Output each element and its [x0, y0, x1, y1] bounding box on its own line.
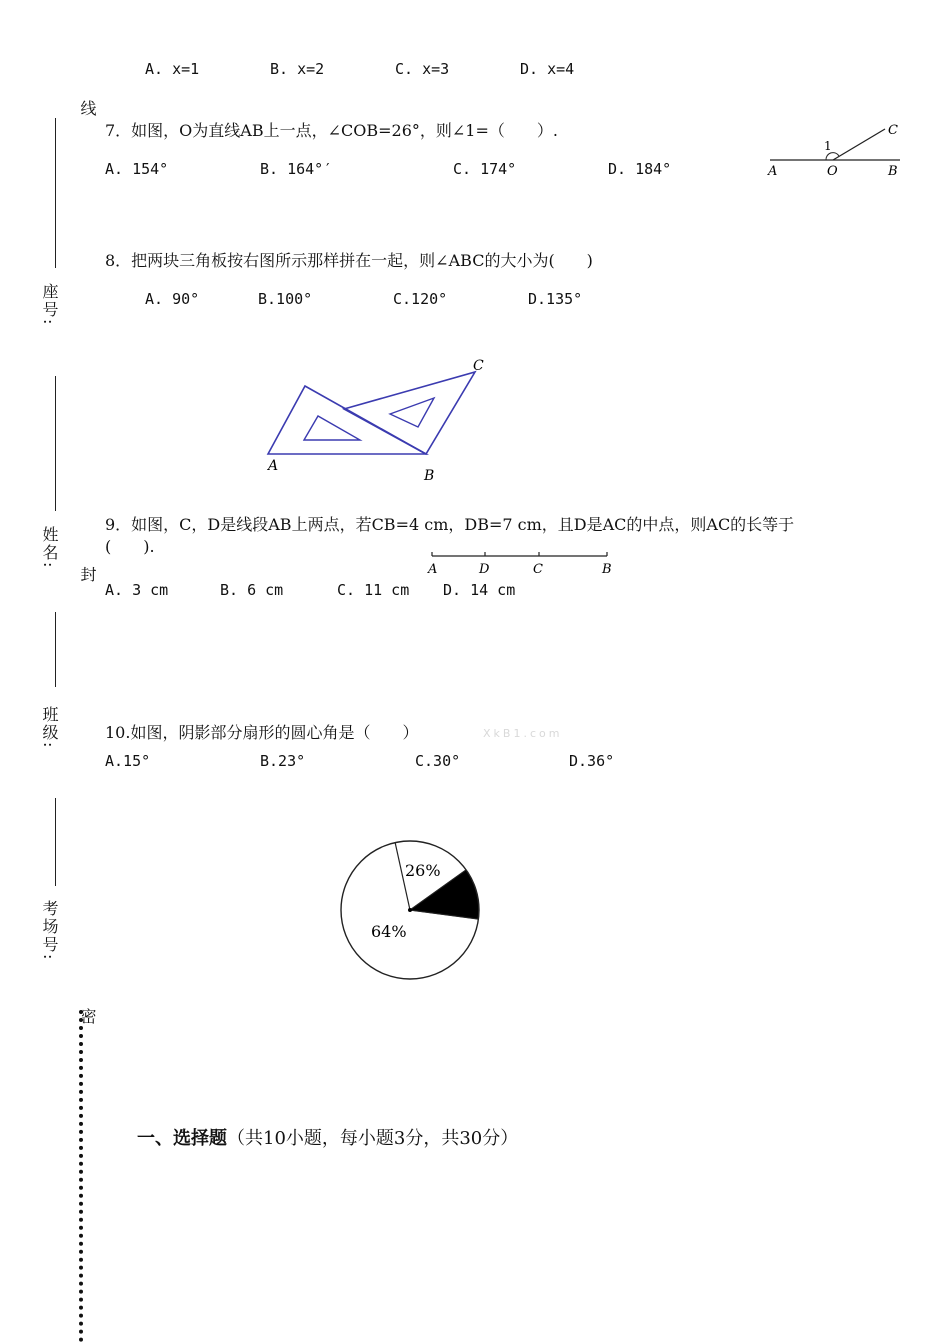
q8-label-b: B: [424, 468, 435, 484]
q10-label-64: 64%: [371, 922, 407, 941]
q7-label-angle: 1: [824, 139, 832, 153]
q7-ray-oc: [833, 129, 885, 160]
q7-angle-arc: [826, 153, 839, 160]
q7-option-c: C. 174°: [453, 160, 517, 178]
q10-option-a: A.15°: [105, 752, 151, 770]
q7-option-a: A. 154°: [105, 160, 169, 178]
dotted-binding-line: [79, 1010, 87, 1342]
q9-label-d: D: [479, 562, 490, 577]
q8-set-square-left-inner: [304, 416, 360, 440]
q7-stem: 7．如图，O为直线AB上一点，∠COB=26°，则∠1=（ ）.: [105, 121, 558, 140]
q10-label-26: 26%: [405, 861, 441, 880]
q7-option-b: B. 164°′: [260, 160, 333, 178]
section-title: 一、选择题: [137, 1128, 227, 1149]
q10-option-d: D.36°: [569, 752, 615, 770]
margin-secret-char: 密: [78, 1008, 97, 1026]
q6-option-b: B. x=2: [270, 60, 325, 78]
q9-label-a: A: [428, 562, 438, 577]
q8-set-square-right-inner: [390, 398, 434, 427]
q9-label-c: C: [533, 562, 543, 577]
q9-option-b: B. 6 cm: [220, 581, 284, 599]
q7-label-o: O: [827, 164, 838, 179]
section-note: （共10小题，每小题3分，共30分）: [227, 1128, 519, 1149]
q8-label-c: C: [473, 358, 484, 374]
q8-option-a: A. 90°: [145, 290, 200, 308]
q8-option-b: B.100°: [258, 290, 313, 308]
name-label: 姓名:: [40, 526, 59, 570]
margin-rule-1: [55, 118, 56, 268]
q8-set-square-right: [344, 372, 475, 454]
q9-figure: [422, 548, 622, 582]
q7-figure: [760, 118, 910, 180]
q10-pie-center: [408, 908, 412, 912]
q7-label-a: A: [768, 164, 778, 179]
q10-option-c: C.30°: [415, 752, 461, 770]
q6-option-d: D. x=4: [520, 60, 575, 78]
q10-option-b: B.23°: [260, 752, 306, 770]
exam-room-label: 考场号:: [40, 900, 59, 962]
q7-label-c: C: [888, 123, 898, 138]
q7-option-d: D. 184°: [608, 160, 672, 178]
q8-option-d: D.135°: [528, 290, 583, 308]
q10-stem: 10.如图，阴影部分扇形的圆心角是（ ）: [105, 723, 419, 742]
q9-option-c: C. 11 cm: [337, 581, 410, 599]
margin-rule-2: [55, 376, 56, 511]
margin-rule-4: [55, 798, 56, 886]
q10-pie-figure: [335, 835, 485, 985]
q8-label-a: A: [268, 458, 279, 474]
q8-option-c: C.120°: [393, 290, 448, 308]
watermark-text: XkB1.com: [483, 727, 563, 740]
q6-option-c: C. x=3: [395, 60, 450, 78]
q9-option-d: D. 14 cm: [443, 581, 516, 599]
q9-option-a: A. 3 cm: [105, 581, 169, 599]
q9-stem-line1: 9．如图，C，D是线段AB上两点，若CB=4 cm，DB=7 cm，且D是AC的中点，则AC的长等于: [105, 515, 795, 534]
q9-label-b: B: [602, 562, 612, 577]
margin-seal-char: 封: [78, 566, 97, 584]
q7-label-b: B: [888, 164, 898, 179]
q9-stem-line2: ( ).: [105, 537, 155, 556]
class-label: 班级:: [40, 706, 59, 750]
q8-figure: [260, 350, 500, 490]
q6-option-a: A. x=1: [145, 60, 200, 78]
q8-stem: 8．把两块三角板按右图所示那样拼在一起，则∠ABC的大小为( ): [105, 251, 593, 270]
margin-rule-3: [55, 612, 56, 687]
section-heading: [137, 1124, 518, 1150]
margin-line-char: 线: [78, 100, 97, 118]
seat-label: 座号:: [40, 283, 59, 327]
